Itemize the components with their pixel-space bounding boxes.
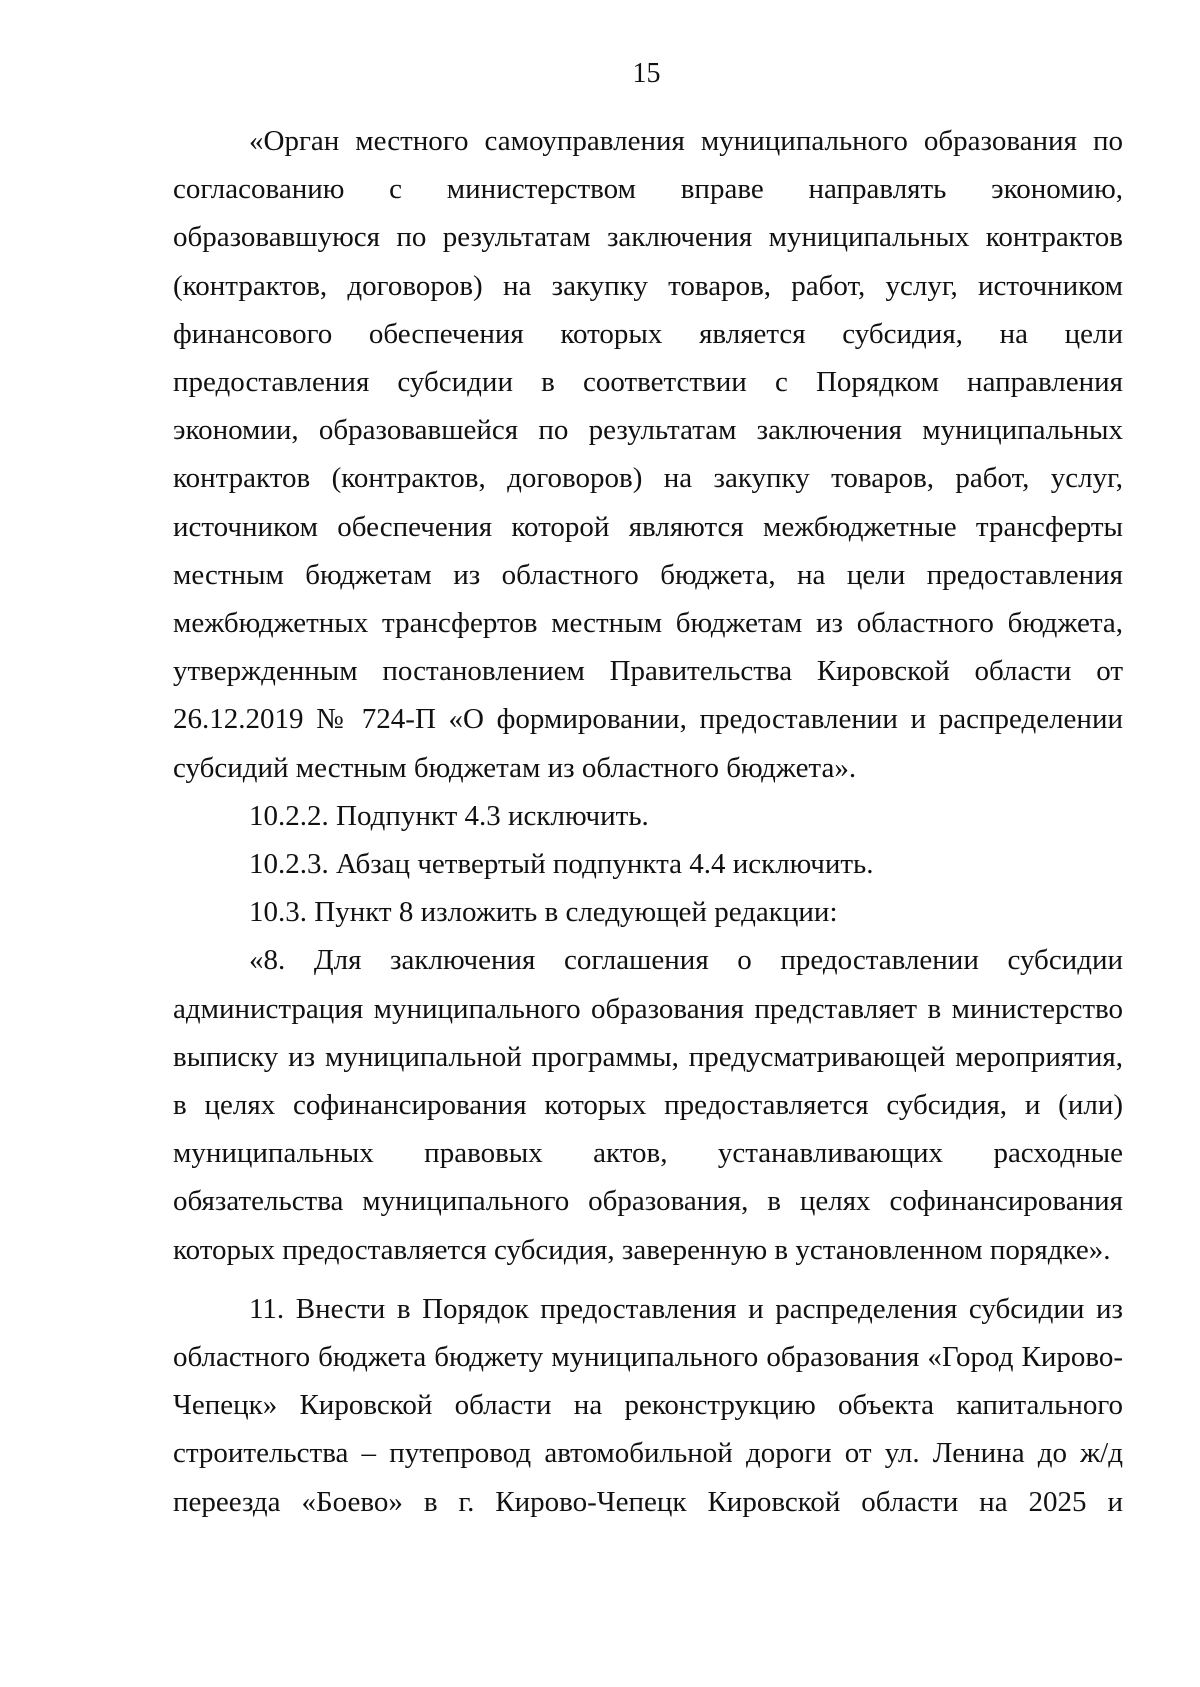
paragraph-item-8: «8. Для заключения соглашения о предоставлении субсидии администрация муниципального образования представляет в министерство выписку из муниципальной программы, предусматривающей мероприятия, в целях софинансирования которых предоставляется субсидия, и (или) муниципальных правовых актов, устанавливающих расходные обязательства муниципального образования, в целях софинансирования которых предоставляется субсидия, заверенную в установленном порядке». <box>173 944 1123 1266</box>
page-number: 15 <box>632 58 661 89</box>
document-body <box>173 117 1123 1526</box>
paragraph-11: 11. Внести в Порядок предоставления и распределения субсидии из областного бюджета бюджету муниципального образования «Город Кирово-Чепецк» Кировской области на реконструкцию объекта капитального строительства – путепровод автомобильной дороги от ул. Ленина до ж/д переезда «Боево» в г. Кирово-Чепецк Кировской области на 2025 и <box>173 1292 1123 1518</box>
paragraph-quote-economy: «Орган местного самоуправления муниципального образования по согласованию с министерством вправе направлять экономию, образовавшуюся по результатам заключения муниципальных контрактов (контрактов, договоров) на закупку товаров, работ, услуг, источником финансового обеспечения которых является субсидия, на цели предоставления субсидии в соответствии с Порядком направления экономии, образовавшейся по результатам заключения муниципальных контрактов (контрактов, договоров) на закупку товаров, работ, услуг, источником обеспечения которой являются межбюджетные трансферты местным бюджетам из областного бюджета, на цели предоставления межбюджетных трансфертов местным бюджетам из областного бюджета, утвержденным постановлением Правительства Кировской области от 26.12.2019 № 724-П «О формировании, предоставлении и распределении субсидий местным бюджетам из областного бюджета». <box>173 125 1123 784</box>
paragraph-10-2-2: 10.2.2. Подпункт 4.3 исключить. <box>249 799 649 832</box>
paragraph-10-3: 10.3. Пункт 8 изложить в следующей редакции: <box>249 896 838 929</box>
paragraph-10-2-3: 10.2.3. Абзац четвертый подпункта 4.4 исключить. <box>249 848 874 881</box>
